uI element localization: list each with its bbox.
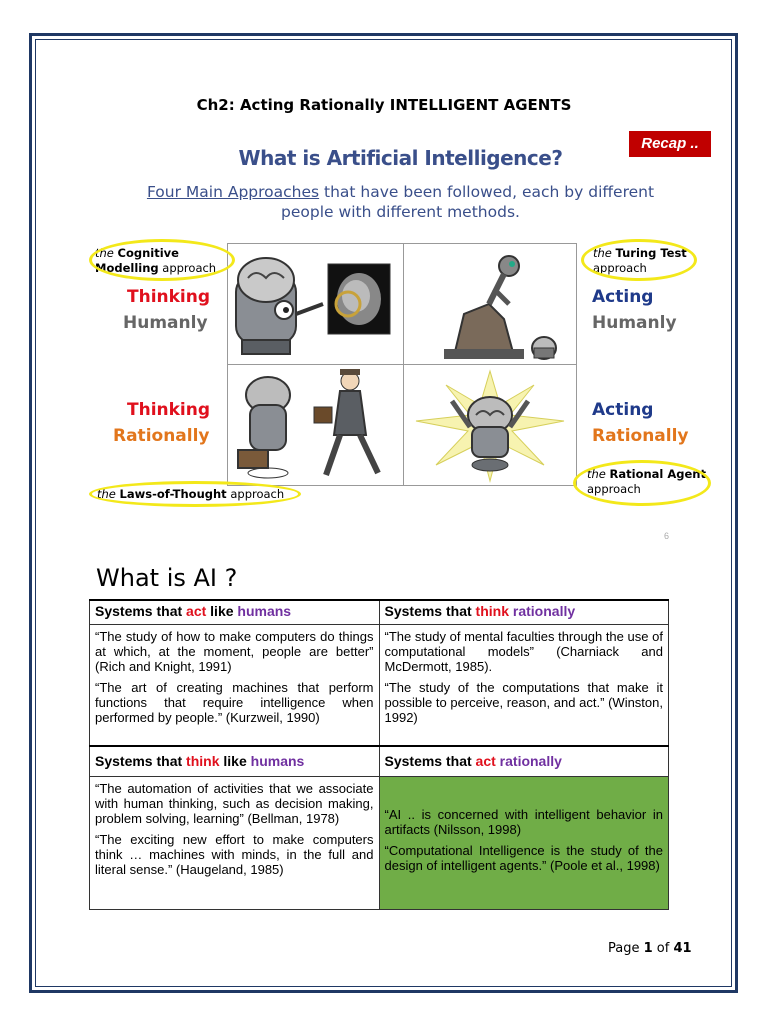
laws-of-thought-caption: the Laws-of-Thought approach xyxy=(97,487,285,501)
page-footer: Page 1 of 41 xyxy=(608,941,692,956)
rational-agent-highlight xyxy=(573,460,711,506)
acting-rationally-line1: Acting xyxy=(592,400,654,420)
what-is-ai-heading: What is AI ? xyxy=(96,564,238,592)
thinking-rationally-line2: Rationally xyxy=(113,426,210,446)
cell-think-like-humans: “The automation of activities that we associate with human thinking, such as decision making, problem solving, learning” (Bellman, 1978) “The exciting new effort to make computers think … machines with minds, in the full and literal sense.” (Haugeland, 1985) xyxy=(90,777,380,910)
cell-act-like-humans: “The study of how to make computers do things at which, at the moment, people are better” (Rich and Knight, 1991) “The art of creating machines that perform functions that require intelligence when performed by people.” (Kurzweil, 1990) xyxy=(90,625,380,747)
cognitive-modelling-highlight xyxy=(89,239,235,281)
thinking-rationally-line1: Thinking xyxy=(127,400,211,420)
subtitle-rest-1: that have been followed, each by different xyxy=(319,183,655,201)
laws-of-thought-highlight xyxy=(89,481,301,507)
turing-test-highlight xyxy=(581,239,697,281)
header-act-like-humans: Systems that act like humans xyxy=(90,600,380,625)
rational-agent-caption: the Rational Agent approach xyxy=(587,467,706,496)
turing-test-caption: the Turing Test approach xyxy=(593,246,687,275)
acting-humanly-line1: Acting xyxy=(592,287,654,307)
thinking-humanly-line2: Humanly xyxy=(123,313,208,333)
header-act-rationally: Systems that act rationally xyxy=(379,746,669,777)
ai-approaches-slide xyxy=(89,126,712,550)
glowing-robot-illustration xyxy=(404,365,576,485)
table-row xyxy=(90,625,669,747)
page-current: 1 xyxy=(643,941,653,956)
table-header-row xyxy=(90,600,669,625)
recap-badge: Recap .. xyxy=(629,131,711,157)
header-think-like-humans: Systems that think like humans xyxy=(90,746,380,777)
table-row xyxy=(90,777,669,910)
header-think-rationally: Systems that think rationally xyxy=(379,600,669,625)
thinking-humanly-line1: Thinking xyxy=(127,287,211,307)
cell-act-rationally: “AI .. is concerned with intelligent behavior in artifacts (Nilsson, 1998) “Computational Intelligence is the study of the design of intelligent agents.” (Poole et al., 1998) xyxy=(379,777,669,910)
slide-number: 6 xyxy=(664,531,670,541)
robot-and-walking-man-illustration xyxy=(228,365,403,485)
cognitive-modelling-caption: the Cognitive Modelling approach xyxy=(95,246,217,275)
subtitle-rest-2: people with different methods. xyxy=(281,203,520,221)
slide-title: What is Artificial Intelligence? xyxy=(238,146,563,170)
cell-think-rationally: “The study of mental faculties through the use of computational models” (Charniack and McDermott, 1985). “The study of the computations that make it possible to perceive, reason, and act.” (Winston, 1992) xyxy=(379,625,669,747)
page-total: 41 xyxy=(673,941,692,956)
acting-humanly-line2: Humanly xyxy=(592,313,677,333)
table-header-row xyxy=(90,746,669,777)
robot-brain-scan-illustration xyxy=(228,244,403,364)
document-title: Ch2: Acting Rationally INTELLIGENT AGENTS xyxy=(196,96,572,114)
quadrant-grid xyxy=(227,243,577,486)
acting-rationally-line2: Rationally xyxy=(592,426,689,446)
subtitle-underlined: Four Main Approaches xyxy=(146,183,320,201)
thinker-robot-illustration xyxy=(404,244,576,364)
slide-subtitle xyxy=(89,182,712,222)
ai-definitions-table xyxy=(89,599,669,910)
